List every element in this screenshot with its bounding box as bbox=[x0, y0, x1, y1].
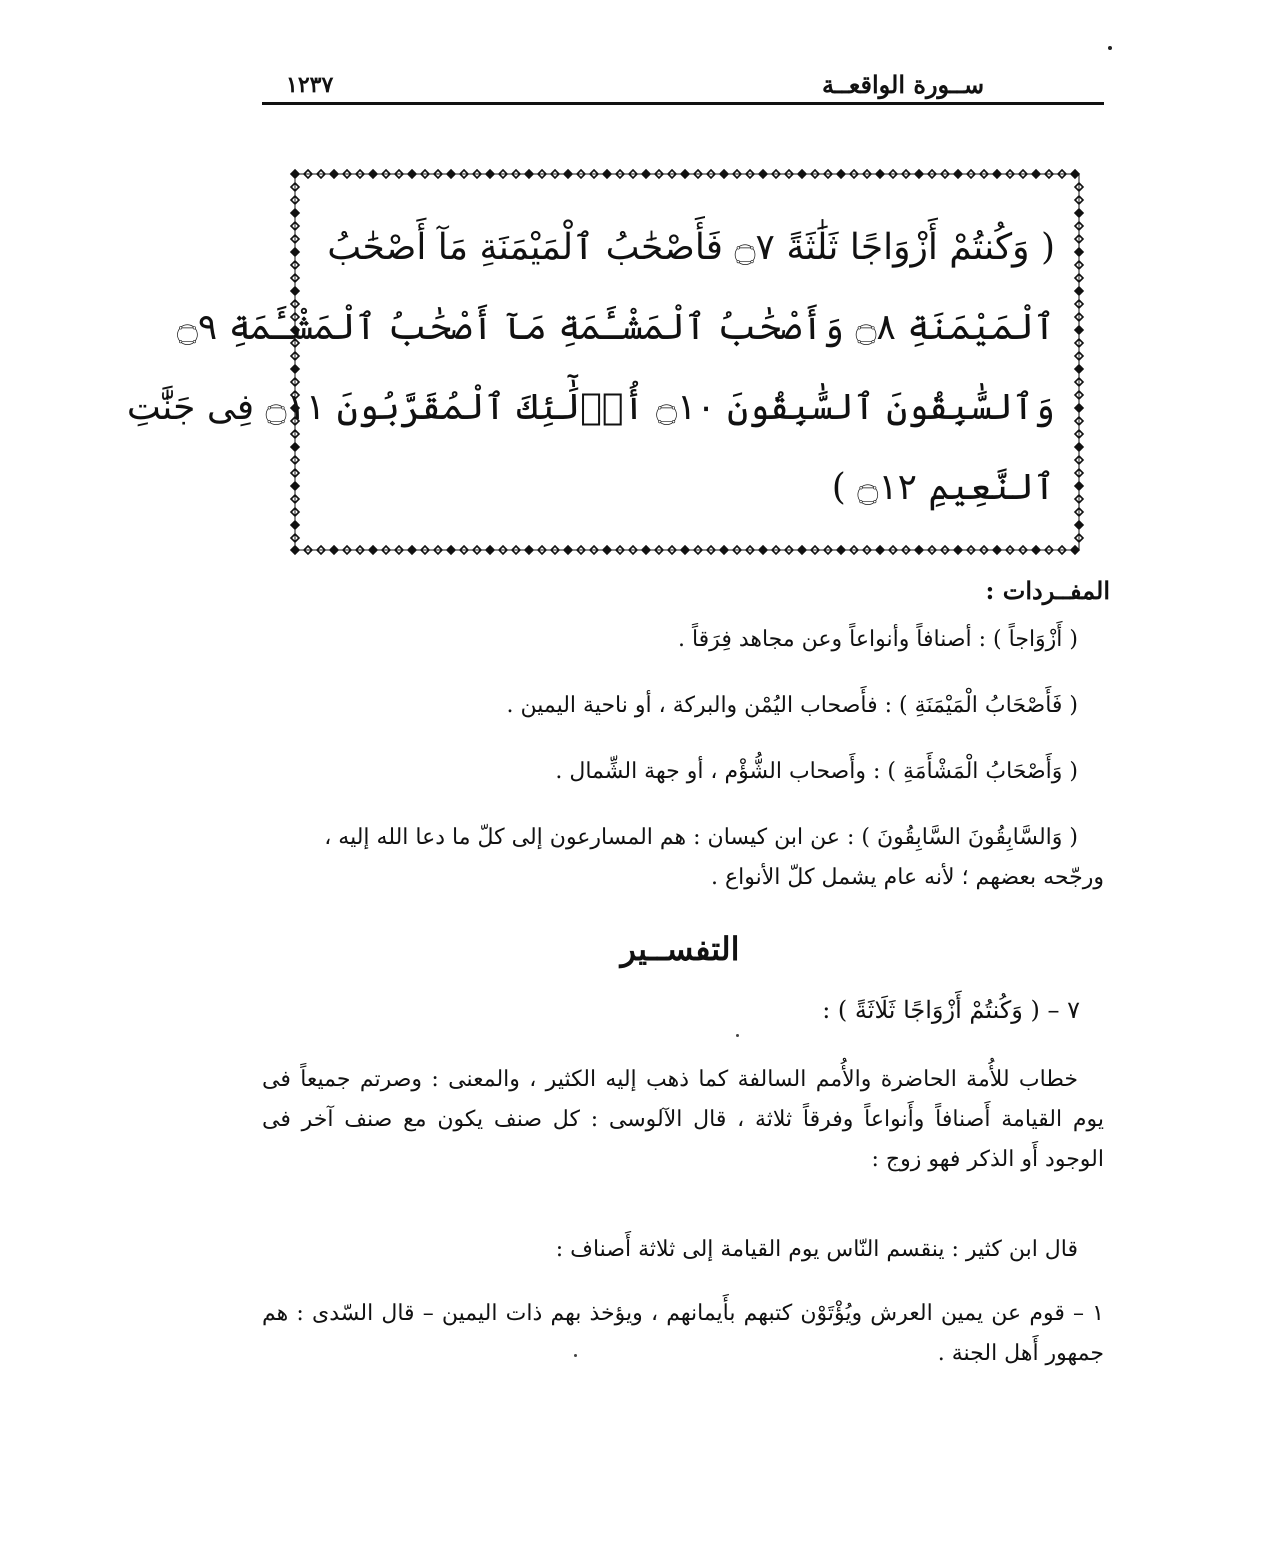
paragraph-text: قال ابن كثير : ينقسم النّاس يوم القيامة إلى ثلاثة أَصناف : bbox=[555, 1237, 1078, 1262]
verse-line: ٱلنَّعِيمِ ۝١٢ ) bbox=[831, 467, 1055, 508]
vocabulary-list bbox=[262, 620, 1104, 924]
tafsir-heading: التفســير bbox=[620, 930, 740, 968]
paragraph-text: ١ – قوم عن يمين العرش ويُؤْتَوْن كتبهم بأَيمانهم ، ويؤخذ بهم ذات اليمين – قال السّدى : هم جمهور أَهل الجنة . bbox=[262, 1301, 1104, 1366]
vocabulary-item-continuation: ورجّحه بعضهم ؛ لأنه عام يشمل كلّ الأنواع . bbox=[711, 865, 1104, 890]
page-number: ١٢٣٧ bbox=[286, 72, 334, 98]
tafsir-paragraph bbox=[262, 1294, 1104, 1374]
tafsir-paragraph bbox=[262, 1060, 1104, 1180]
vocabulary-item: ( فَأَصْحَابُ الْمَيْمَنَةِ ) : فأَصحاب اليُمْن والبركة ، أو ناحية اليمين . bbox=[506, 693, 1078, 718]
verse-line: ( وَكُنتُمْ أَزْوَاجًا ثَلَٰثَةً ۝٧ فَأَصْحَٰبُ ٱلْمَيْمَنَةِ مَآ أَصْحَٰبُ bbox=[327, 227, 1055, 268]
verse-line: وَٱلسَّٰبِقُونَ ٱلسَّٰبِقُونَ ۝١٠ أُو۟لَٰٓئِكَ ٱلْمُقَرَّبُونَ ۝١١ فِى جَنَّٰتِ bbox=[126, 387, 1055, 428]
tafsir-paragraph bbox=[262, 1230, 1104, 1270]
paragraph-text: خطاب للأُمة الحاضرة والأُمم السالفة كما ذهب إليه الكثير ، والمعنى : وصرتم جميعاً فى يوم القيامة أَصنافاً وأَنواعاً وفرقاً ثلاثة ، قال الآلوسى : كل صنف يكون مع صنف آخر فى الوجود أَو الذكر فهو زوج : bbox=[262, 1067, 1104, 1172]
verse-reference: ٧ – ( وَكُنتُمْ أَزْوَاجًا ثَلَاثَةً ) : bbox=[822, 996, 1080, 1024]
header-rule bbox=[262, 102, 1104, 105]
vocabulary-item: ( وَأَصْحَابُ الْمَشْأَمَةِ ) : وأَصحاب الشُّؤْم ، أو جهة الشِّمال . bbox=[555, 759, 1078, 784]
running-title: ســورة الواقعــة bbox=[822, 70, 985, 99]
verse-line: ٱلْمَيْمَنَةِ ۝٨ وَأَصْحَٰبُ ٱلْمَشْـَٔمَةِ مَآ أَصْحَٰبُ ٱلْمَشْـَٔمَةِ ۝٩ bbox=[176, 307, 1055, 348]
ink-speck bbox=[574, 1354, 577, 1357]
quran-passage bbox=[126, 208, 1055, 528]
ink-speck bbox=[736, 1034, 739, 1037]
vocabulary-heading: المفــردات : bbox=[985, 576, 1110, 605]
vocabulary-item: ( أَزْوَاجاً ) : أصنافاً وأنواعاً وعن مجاهد فِرَقاً . bbox=[677, 627, 1078, 652]
ink-speck bbox=[1108, 46, 1112, 50]
verse-frame bbox=[126, 168, 1085, 556]
vocabulary-item: ( وَالسَّابِقُونَ السَّابِقُونَ ) : عن ابن كيسان : هم المسارعون إلى كلّ ما دعا الله إليه ، bbox=[324, 825, 1078, 850]
page-header bbox=[262, 70, 1104, 102]
